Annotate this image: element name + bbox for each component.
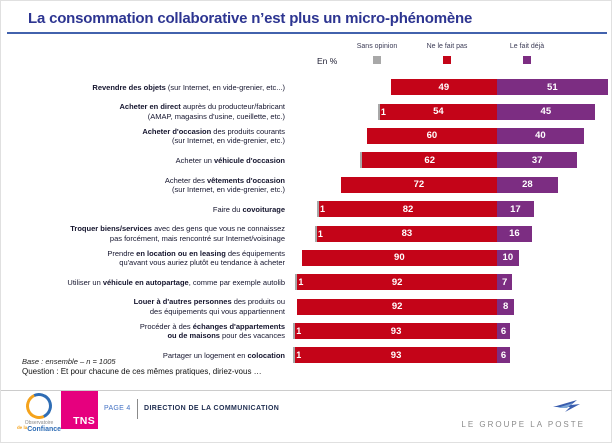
page-title: La consommation collaborative n’est plus un micro-phénomène — [28, 10, 473, 27]
segment-le-fait-deja — [497, 152, 577, 168]
value-le-fait-deja: 8 — [503, 301, 509, 313]
segment-ne-le-fait-pas — [297, 274, 497, 290]
value-le-fait-deja: 6 — [500, 325, 507, 337]
segment-ne-le-fait-pas — [367, 128, 497, 144]
question-note: Question : Et pour chacune de ces mêmes pratiques, diriez-vous … — [22, 367, 262, 376]
value-le-fait-deja: 10 — [502, 252, 514, 264]
category-label: Revendre des objets (sur Internet, en vide-grenier, etc...) — [92, 82, 285, 92]
bar-group — [289, 128, 609, 144]
category-label: Louer à d'autres personnes des produits ou des équipements qui vous appartiennent — [133, 297, 285, 316]
value-le-fait-deja: 37 — [531, 154, 543, 166]
segment-le-fait-deja — [497, 79, 608, 95]
bar-group — [289, 323, 609, 339]
segment-le-fait-deja — [497, 226, 532, 242]
department-label: DIRECTION DE LA COMMUNICATION — [144, 405, 280, 412]
category-label: Prendre en location ou en leasing des équipements qu'avant vous auriez plutôt eu tendance à acheter — [107, 248, 285, 267]
legend-swatch — [373, 56, 381, 64]
base-note: Base : ensemble – n = 1005 — [22, 357, 116, 366]
chart-row — [5, 270, 609, 294]
bar-group — [289, 226, 609, 242]
category-label: Acheter des vêtements d'occasion (sur Internet, en vide-grenier, etc.) — [164, 175, 285, 194]
title-underline — [7, 32, 607, 34]
chart-rows — [5, 75, 609, 368]
chart — [5, 75, 609, 368]
value-sans-opinion: 1 — [296, 326, 302, 337]
value-ne-le-fait-pas: 49 — [438, 81, 450, 93]
bar-group — [289, 347, 609, 363]
value-ne-le-fait-pas: 82 — [402, 203, 414, 215]
observatoire-label-2: $^{de la}$Confiance — [16, 425, 62, 433]
segment-le-fait-deja — [497, 347, 510, 363]
bar-group — [289, 177, 609, 193]
category-label: Troquer biens/services avec des gens que vous ne connaissez pas forcément, mais rencontré sur Internet/voisinage — [70, 224, 285, 243]
bar-group — [289, 201, 609, 217]
unit-label: En % — [317, 56, 338, 66]
category-label: Faire du covoiturage — [212, 204, 285, 214]
segment-ne-le-fait-pas — [362, 152, 497, 168]
category-label: Procéder à des échanges d'appartements ou de maisons pour des vacances — [139, 321, 285, 341]
segment-le-fait-deja — [497, 323, 510, 339]
page-number: PAGE 4 — [104, 405, 131, 412]
value-sans-opinion: 1 — [320, 204, 326, 215]
chart-row — [5, 148, 609, 172]
value-ne-le-fait-pas: 90 — [394, 252, 405, 264]
segment-ne-le-fait-pas — [341, 177, 497, 193]
legend-label: Le fait déjà — [509, 43, 545, 50]
segment-le-fait-deja — [497, 104, 595, 120]
segment-ne-le-fait-pas — [302, 250, 497, 266]
value-ne-le-fait-pas: 62 — [424, 154, 435, 166]
segment-ne-le-fait-pas — [295, 323, 497, 339]
value-le-fait-deja: 6 — [500, 349, 507, 361]
segment-ne-le-fait-pas — [295, 347, 497, 363]
category-label: Acheter d'occasion des produits courants (sur Internet, en vide-grenier, etc.) — [142, 126, 285, 145]
value-le-fait-deja: 17 — [510, 203, 521, 215]
bar-group — [289, 299, 609, 315]
segment-le-fait-deja — [497, 201, 534, 217]
value-sans-opinion: 1 — [380, 106, 386, 117]
value-ne-le-fait-pas: 93 — [390, 325, 402, 337]
value-ne-le-fait-pas: 72 — [413, 179, 425, 191]
value-ne-le-fait-pas: 92 — [391, 301, 403, 313]
category-label: Acheter un véhicule d'occasion — [175, 155, 285, 165]
legend-label: Sans opinion — [356, 43, 398, 50]
chart-row — [5, 173, 609, 197]
segment-le-fait-deja — [497, 250, 519, 266]
legend-swatch — [523, 56, 531, 64]
value-ne-le-fait-pas: 83 — [401, 228, 413, 240]
segment-ne-le-fait-pas — [380, 104, 497, 120]
value-le-fait-deja: 28 — [522, 179, 533, 191]
legend-item — [337, 43, 417, 69]
value-ne-le-fait-pas: 92 — [391, 276, 403, 288]
legend-item — [407, 43, 487, 69]
bar-group — [289, 274, 609, 290]
bar-group — [289, 104, 609, 120]
chart-row — [5, 295, 609, 319]
value-sans-opinion: 1 — [298, 277, 304, 288]
category-label: Acheter en direct auprès du producteur/fabricant (AMAP, magasins d'usine, cueillette, etc.) — [119, 102, 285, 121]
value-le-fait-deja: 16 — [509, 228, 520, 240]
legend-item — [487, 43, 567, 69]
value-ne-le-fait-pas: 93 — [390, 349, 402, 361]
legend-label: Ne le fait pas — [426, 43, 468, 50]
footer-divider — [137, 399, 138, 419]
chart-row — [5, 75, 609, 99]
segment-le-fait-deja — [497, 299, 514, 315]
segment-le-fait-deja — [497, 177, 558, 193]
la-poste-label: LE GROUPE LA POSTE — [461, 420, 585, 429]
chart-row — [5, 124, 609, 148]
bar-group — [289, 250, 609, 266]
value-le-fait-deja: 40 — [535, 130, 546, 142]
category-label: Utiliser un véhicule en autopartage, comme par exemple autolib — [67, 277, 285, 287]
category-label: Partager un logement en colocation — [162, 350, 285, 360]
la-poste-bird-icon — [551, 399, 581, 418]
chart-row — [5, 246, 609, 270]
tns-logo: TNS — [61, 391, 98, 429]
segment-le-fait-deja — [497, 274, 512, 290]
segment-ne-le-fait-pas — [317, 226, 497, 242]
value-ne-le-fait-pas: 60 — [426, 130, 438, 142]
segment-le-fait-deja — [497, 128, 584, 144]
la-poste-logo — [461, 399, 585, 429]
chart-row — [5, 99, 609, 123]
observatoire-circle-icon — [22, 389, 55, 422]
value-ne-le-fait-pas: 54 — [433, 106, 444, 118]
value-le-fait-deja: 7 — [501, 276, 508, 288]
segment-ne-le-fait-pas — [319, 201, 497, 217]
segment-ne-le-fait-pas — [391, 79, 497, 95]
legend-swatch — [443, 56, 451, 64]
chart-row — [5, 221, 609, 245]
observatoire-label-1: Observatoire — [24, 420, 54, 426]
chart-row — [5, 197, 609, 221]
observatoire-confiance-logo — [13, 393, 65, 433]
value-sans-opinion: 1 — [317, 228, 323, 239]
value-le-fait-deja: 45 — [540, 106, 552, 118]
segment-ne-le-fait-pas — [297, 299, 497, 315]
bar-group — [289, 79, 609, 95]
chart-row — [5, 319, 609, 343]
footer — [1, 391, 612, 444]
value-le-fait-deja: 51 — [547, 81, 558, 93]
value-sans-opinion: 1 — [296, 350, 302, 361]
bar-group — [289, 152, 609, 168]
